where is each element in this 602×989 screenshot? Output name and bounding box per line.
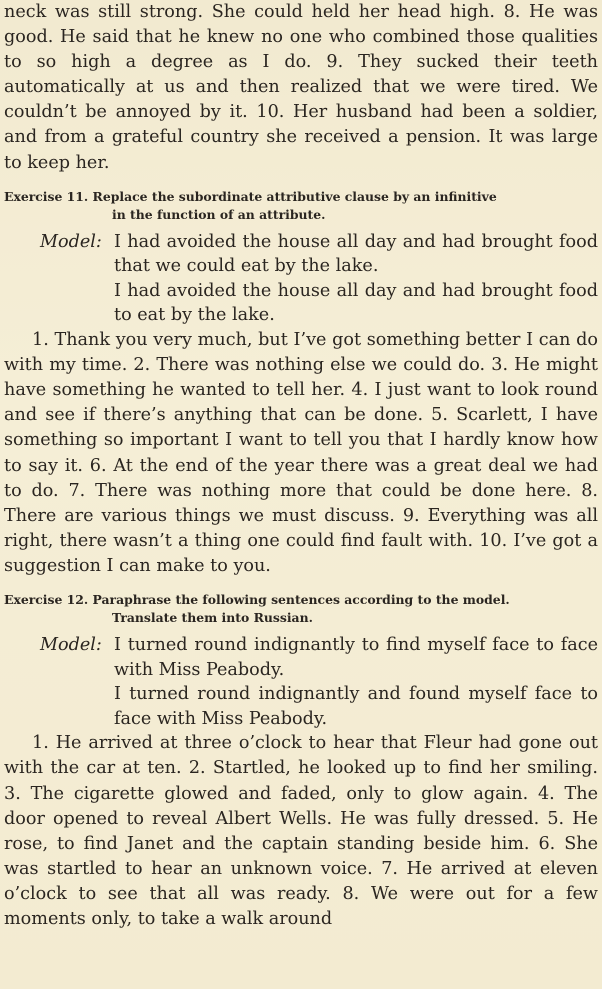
exercise-11-model bbox=[4, 230, 598, 328]
exercise-12-title-line2: Translate them into Russian. bbox=[112, 609, 313, 625]
model-label: Model: bbox=[40, 231, 102, 252]
model-original-sentence: I had avoided the house all day and had brought food that we could eat by the lake. bbox=[114, 231, 598, 277]
exercise-12-title-line1: Exercise 12. Paraphrase the following sentences according to the model. bbox=[4, 591, 510, 607]
exercise-12 bbox=[4, 591, 598, 932]
top-paragraph: neck was still strong. She could held her head high. 8. He was good. He said that he knew no one who combined those qualities to so high a degree as I do. 9. They sucked their teeth automatically at us and then realized that we were tired. We couldn’t be annoyed by it. 10. Her husband had been a soldier, and from a grateful country she received a pension. It was large to keep her. bbox=[4, 2, 598, 173]
exercise-12-title bbox=[4, 591, 598, 627]
exercise-11 bbox=[4, 188, 598, 579]
exercise-11-sentences: 1. Thank you very much, but I’ve got something better I can do with my time. 2. There was nothing else we could do. 3. He might have something he wanted to tell her. 4. I just want to look round and see if there’s anything that can be done. 5. Scarlett, I have something so important I want to tell you that I hardly know how to say it. 6. At the end of the year there was a great deal we had to do. 7. There was nothing more that could be done here. 8. There are various things we must discuss. 9. Everything was all right, there wasn’t a thing one could find fault with. 10. I’ve got a suggestion I can make to you. bbox=[4, 330, 598, 576]
exercise-11-title-line1: Exercise 11. Replace the subordinate attributive clause by an infinitive bbox=[4, 188, 497, 204]
model-paraphrased-sentence: I turned round indignantly and found myself face to face with Miss Peabody. bbox=[114, 684, 598, 729]
model-label: Model: bbox=[40, 634, 102, 655]
exercise-12-sentences: 1. He arrived at three o’clock to hear that Fleur had gone out with the car at ten. 2. Startled, he looked up to find her smiling. 3. The cigarette glowed and faded, only to glow again. 4. The door opened to reveal Albert Wells. He was fully dressed. 5. He rose, to find Janet and the captain standing beside him. 6. She was startled to hear an unknown voice. 7. He arrived at eleven o’clock to see that all was ready. 8. We were out for a few moments only, to take a walk around bbox=[4, 733, 598, 929]
model-original-sentence: I turned round indignantly to find myself face to face with Miss Peabody. bbox=[114, 634, 598, 680]
exercise-11-title bbox=[4, 188, 598, 224]
exercise-11-title-line2: in the function of an attribute. bbox=[112, 206, 326, 222]
exercise-12-model bbox=[4, 633, 598, 731]
model-paraphrased-sentence: I had avoided the house all day and had brought food to eat by the lake. bbox=[114, 280, 598, 326]
